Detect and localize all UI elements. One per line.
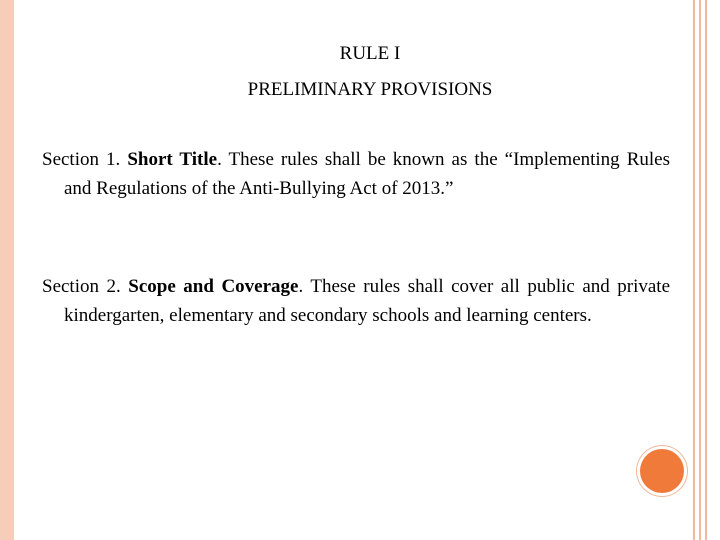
rule-heading: RULE I xyxy=(339,43,401,64)
section-1-paragraph xyxy=(42,145,670,203)
rule-title: PRELIMINARY PROVISIONS xyxy=(247,79,493,100)
section-2-paragraph xyxy=(42,272,670,330)
section-number: Section 2. xyxy=(42,276,121,297)
section-number: Section 1. xyxy=(42,149,121,170)
section-title: Scope and Coverage xyxy=(128,276,299,297)
section-body: . These rules shall be known as the “Implementing Rules and Regulations of the Anti-Bullying Act of 2013.” xyxy=(64,149,671,199)
right-border-line xyxy=(693,0,695,540)
right-border-line xyxy=(705,0,707,540)
right-border-line xyxy=(699,0,701,540)
orange-circle-decoration xyxy=(640,449,684,493)
left-border-decoration xyxy=(0,0,14,540)
section-body: . These rules shall cover all public and private kindergarten, elementary and secondary schools and learning centers. xyxy=(64,276,671,326)
section-title: Short Title xyxy=(127,149,218,170)
